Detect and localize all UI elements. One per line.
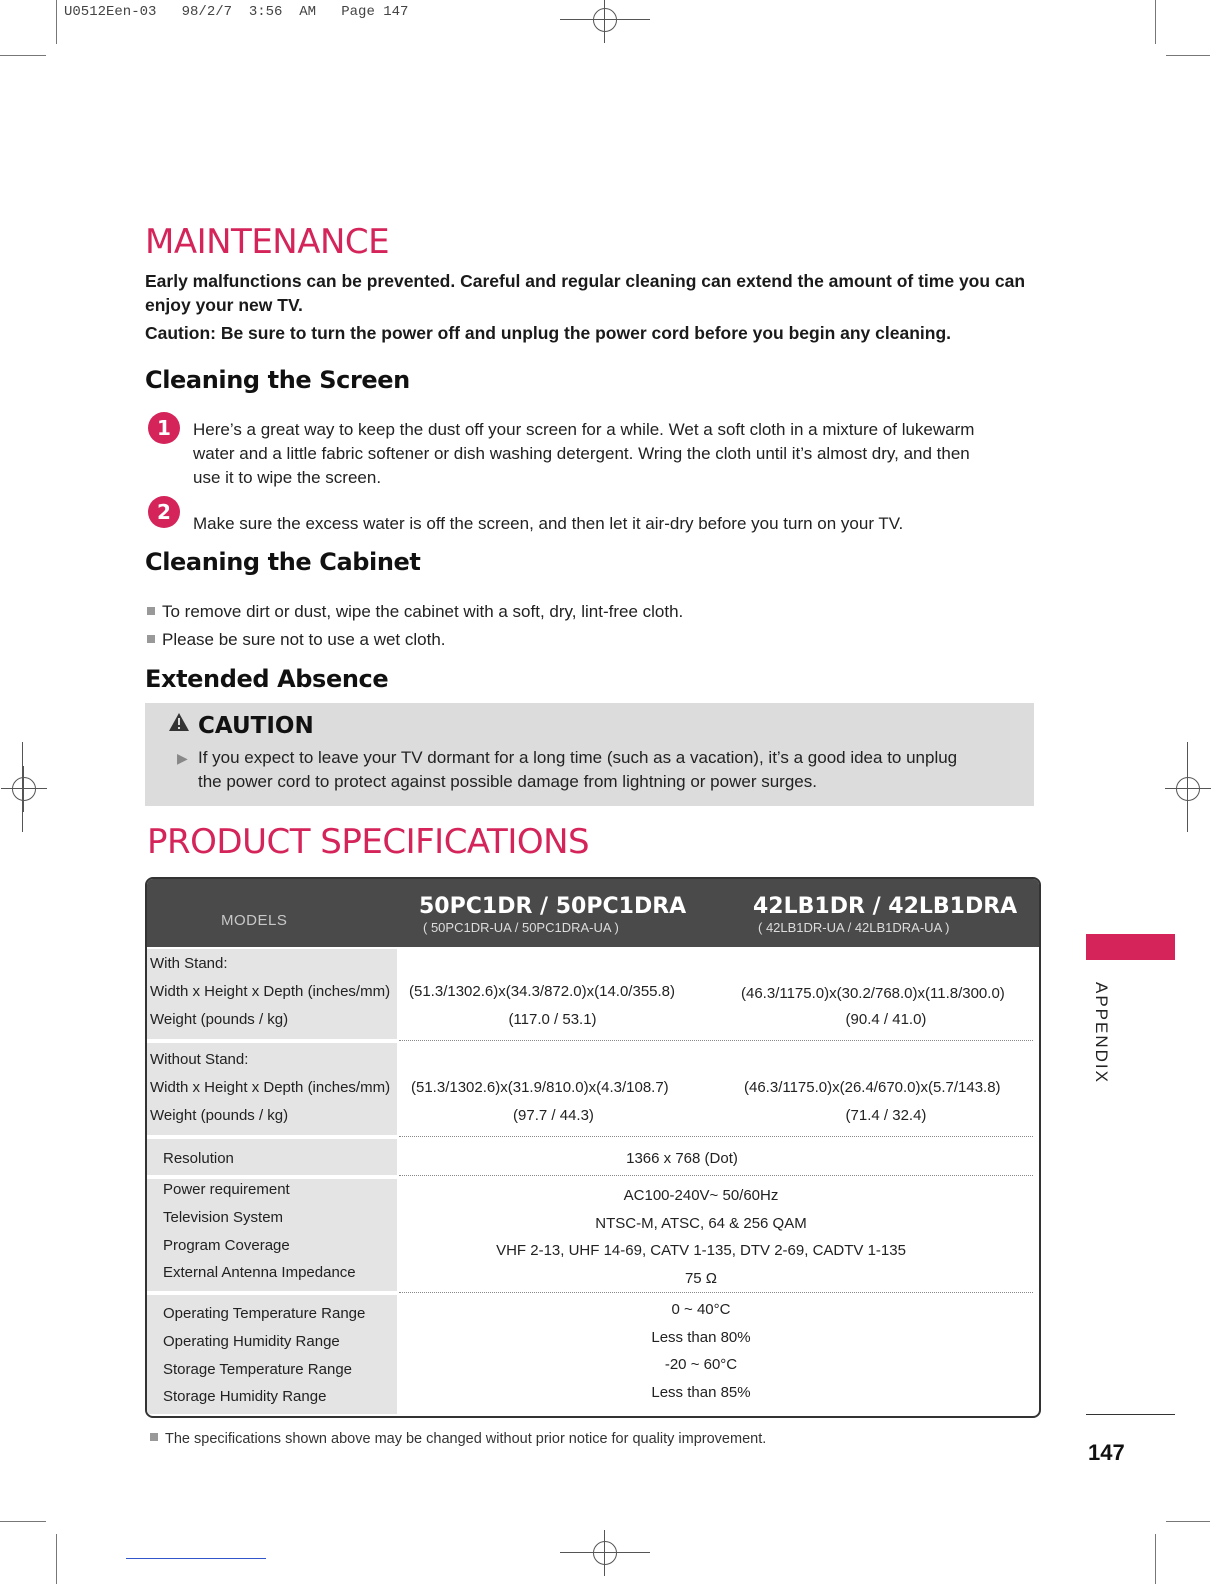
antenna-label: External Antenna Impedance — [163, 1264, 356, 1281]
appendix-tab-bar — [1086, 934, 1175, 960]
registration-mark-left-2 — [1, 766, 47, 812]
model-b-sub: ( 42LB1DR-UA / 42LB1DRA-UA ) — [758, 920, 950, 935]
step-1-line-1: Here’s a great way to keep the dust off your screen for a while. Wet a soft cloth in a mixture of lukewarm — [193, 420, 975, 439]
cleaning-screen-heading: Cleaning the Screen — [145, 366, 410, 394]
model-a-without-stand-weight: (97.7 / 44.3) — [513, 1107, 594, 1124]
st-temp-value: -20 ~ 60°C — [664, 1356, 738, 1373]
model-a-sub: ( 50PC1DR-UA / 50PC1DRA-UA ) — [423, 920, 619, 935]
arrow-right-icon: ▶ — [177, 750, 188, 766]
st-hum-value: Less than 85% — [651, 1384, 751, 1401]
registration-line-left — [22, 742, 23, 832]
models-label: MODELS — [221, 912, 288, 929]
with-stand-label: With Stand: — [150, 955, 228, 972]
step-1-line-2: water and a little fabric softener or dish washing detergent. Wring the cloth until it’s almost dry, and then — [193, 444, 970, 463]
caution-line: Caution: Be sure to turn the power off and unplug the power cord before you begin any cleaning. — [145, 323, 952, 343]
spec-table — [145, 877, 1041, 1418]
specs-title: PRODUCT SPECIFICATIONS — [147, 822, 590, 862]
model-b-name: 42LB1DR / 42LB1DRA — [753, 894, 1018, 919]
without-stand-dim-label: Width x Height x Depth (inches/mm) — [150, 1079, 391, 1096]
caution-text-line-2: the power cord to protect against possible damage from lightning or power surges. — [198, 772, 817, 791]
appendix-tab-label: APPENDIX — [1092, 982, 1111, 1084]
spec-footnote — [150, 1431, 766, 1447]
resolution-label: Resolution — [163, 1150, 234, 1167]
tv-system-label: Television System — [163, 1209, 284, 1226]
divider — [399, 1292, 1033, 1293]
tv-system-value: NTSC-M, ATSC, 64 & 256 QAM — [595, 1215, 807, 1232]
cabinet-bullet-2 — [147, 628, 446, 652]
coverage-value: VHF 2-13, UHF 14-69, CATV 1-135, DTV 2-69, CADTV 1-135 — [496, 1242, 906, 1259]
page-number: 147 — [1088, 1440, 1125, 1465]
bottom-line — [126, 1558, 266, 1559]
step-1-badge: 1 — [148, 412, 180, 444]
with-stand-dim-label: Width x Height x Depth (inches/mm) — [150, 983, 391, 1000]
caution-text-line-1: If you expect to leave your TV dormant for a long time (such as a vacation), it’s a good idea to unplug — [198, 748, 958, 767]
op-temp-label: Operating Temperature Range — [163, 1305, 366, 1322]
print-header: U0512Een-03 98/2/7 3:56 AM Page 147 — [64, 4, 409, 20]
step-2-line-1: Make sure the excess water is off the screen, and then let it air-dry before you turn on your TV. — [193, 514, 904, 533]
caution-title: CAUTION — [198, 713, 314, 739]
cabinet-bullet-1 — [147, 600, 683, 624]
registration-mark-top — [582, 0, 628, 43]
cleaning-cabinet-heading: Cleaning the Cabinet — [145, 548, 421, 576]
st-temp-label: Storage Temperature Range — [163, 1361, 353, 1378]
power-value: AC100-240V~ 50/60Hz — [623, 1187, 779, 1204]
intro-line-1: Early malfunctions can be prevented. Careful and regular cleaning can extend the amount of time you can — [145, 271, 1026, 291]
maintenance-title: MAINTENANCE — [145, 222, 390, 262]
op-hum-label: Operating Humidity Range — [163, 1333, 340, 1350]
with-stand-weight-label: Weight (pounds / kg) — [150, 1011, 289, 1028]
intro-line-2: enjoy your new TV. — [145, 295, 303, 315]
resolution-value: 1366 x 768 (Dot) — [626, 1150, 738, 1167]
op-hum-value: Less than 80% — [651, 1329, 751, 1346]
coverage-label: Program Coverage — [163, 1237, 290, 1254]
divider — [399, 1136, 1033, 1137]
spec-footnote-text: The specifications shown above may be changed without prior notice for quality improvement. — [165, 1431, 767, 1447]
divider — [399, 1040, 1033, 1041]
model-a-with-stand-weight: (117.0 / 53.1) — [508, 1011, 597, 1028]
model-b-without-stand-dim: (46.3/1175.0)x(26.4/670.0)x(5.7/143.8) — [744, 1079, 1001, 1096]
registration-line-top — [560, 19, 650, 20]
cabinet-bullet-2-text: Please be sure not to use a wet cloth. — [162, 630, 446, 649]
step-2-badge: 2 — [148, 496, 180, 528]
without-stand-weight-label: Weight (pounds / kg) — [150, 1107, 289, 1124]
op-temp-value: 0 ~ 40°C — [671, 1301, 731, 1318]
page-number-rule — [1086, 1414, 1175, 1415]
registration-mark-bottom — [582, 1530, 628, 1576]
cabinet-bullet-1-text: To remove dirt or dust, wipe the cabinet with a soft, dry, lint-free cloth. — [162, 602, 684, 621]
model-b-with-stand-dim: (46.3/1175.0)x(30.2/768.0)x(11.8/300.0) — [741, 985, 1005, 1002]
registration-line-right — [1187, 742, 1188, 832]
divider — [399, 1175, 1033, 1176]
power-label: Power requirement — [163, 1181, 290, 1198]
extended-absence-heading: Extended Absence — [145, 665, 389, 693]
model-a-without-stand-dim: (51.3/1302.6)x(31.9/810.0)x(4.3/108.7) — [411, 1079, 669, 1096]
without-stand-label: Without Stand: — [150, 1051, 249, 1068]
antenna-value: 75 Ω — [684, 1270, 718, 1287]
model-a-with-stand-dim: (51.3/1302.6)x(34.3/872.0)x(14.0/355.8) — [409, 983, 676, 1000]
spec-table-header — [147, 879, 1039, 947]
model-a-name: 50PC1DR / 50PC1DRA — [419, 894, 687, 919]
step-1-line-3: use it to wipe the screen. — [193, 468, 382, 487]
warning-icon — [168, 712, 190, 732]
registration-mark-right — [1165, 766, 1211, 812]
model-b-without-stand-weight: (71.4 / 32.4) — [845, 1107, 927, 1124]
model-b-with-stand-weight: (90.4 / 41.0) — [845, 1011, 927, 1028]
registration-mark-left — [0, 0, 46, 46]
registration-line-bottom — [560, 1552, 650, 1553]
st-hum-label: Storage Humidity Range — [163, 1388, 327, 1405]
